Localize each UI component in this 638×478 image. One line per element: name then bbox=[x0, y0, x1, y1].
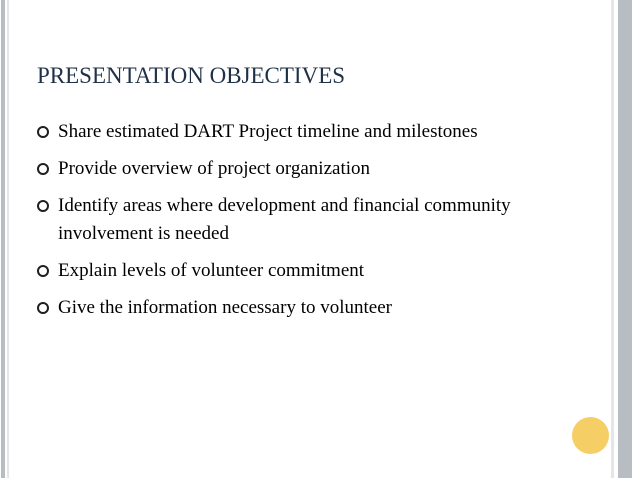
list-item bbox=[36, 118, 596, 146]
right-accent-bar-thin bbox=[611, 0, 614, 478]
decorative-circle bbox=[572, 417, 609, 454]
slide-title: PRESENTATION OBJECTIVES bbox=[37, 63, 346, 88]
list-item bbox=[36, 294, 596, 322]
bullet-text: Provide overview of project organization bbox=[58, 158, 370, 179]
list-item bbox=[36, 257, 596, 285]
hollow-circle-bullet-icon bbox=[37, 265, 49, 277]
bullet-text: Identify areas where development and financial community involvement is needed bbox=[58, 195, 511, 244]
left-accent-bar-thin bbox=[7, 0, 9, 478]
bullet-text: Give the information necessary to volunteer bbox=[58, 297, 392, 318]
bullet-text: Explain levels of volunteer commitment bbox=[58, 260, 365, 281]
hollow-circle-bullet-icon bbox=[37, 126, 49, 138]
hollow-circle-bullet-icon bbox=[37, 302, 49, 314]
objectives-list bbox=[36, 118, 596, 331]
left-accent-bar bbox=[1, 0, 5, 478]
hollow-circle-bullet-icon bbox=[37, 200, 49, 212]
right-accent-bar bbox=[618, 0, 632, 478]
bullet-text: Share estimated DART Project timeline and milestones bbox=[58, 121, 478, 142]
list-item bbox=[36, 192, 596, 248]
list-item bbox=[36, 155, 596, 183]
hollow-circle-bullet-icon bbox=[37, 163, 49, 175]
